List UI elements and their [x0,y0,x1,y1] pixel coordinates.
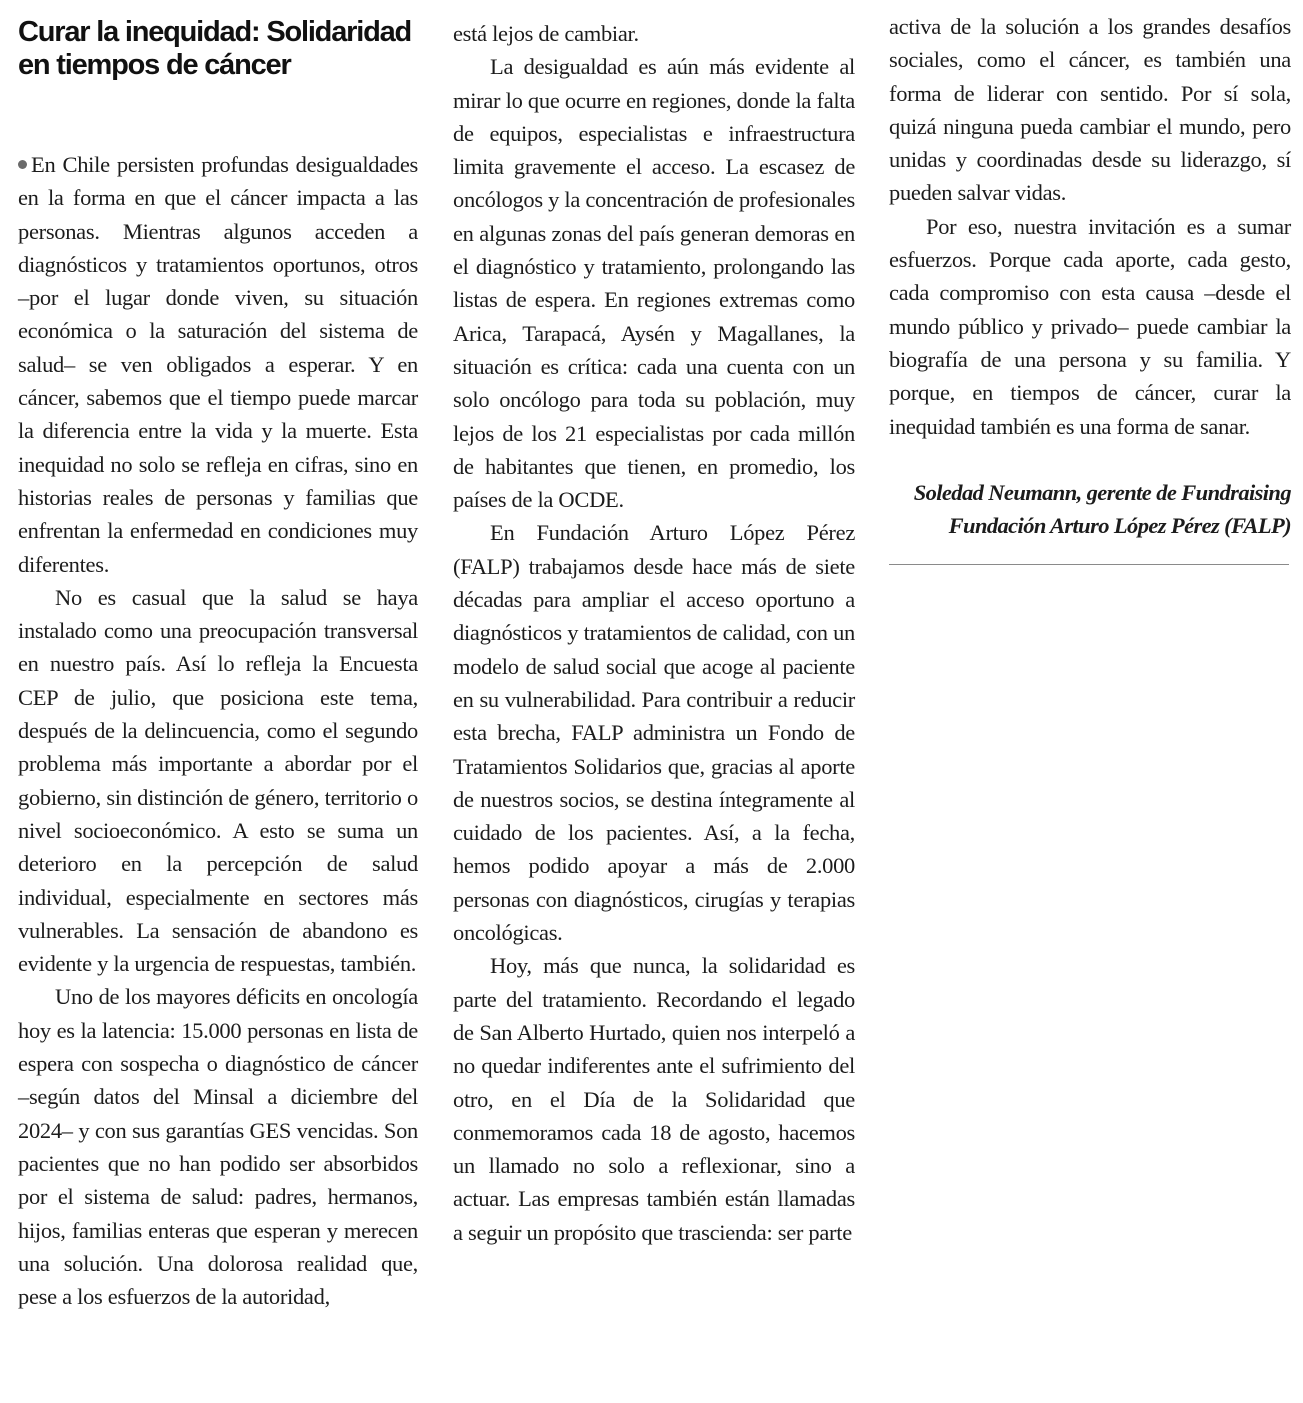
paragraph-1-text: En Chile persisten profundas desigualdades en la forma en que el cáncer impacta a las personas. Mientras algunos acceden a diagnósticos y tratamientos oportunos, otros –por el lugar donde viven, su situación económica o la saturación del sistema de salud– se ven obligados a esperar. Y en cáncer, sabemos que el tiempo puede marcar la diferencia entre la vida y la muerte. Esta inequidad no solo se refleja en cifras, sino en historias reales de personas y familias que enfrentan la enfermedad en condiciones muy diferentes. [18,152,418,577]
column-divider-rule [889,564,1289,565]
paragraph-7: Por eso, nuestra invitación es a sumar esfuerzos. Porque cada aporte, cada gesto, cada compromiso con esta causa –desde el mundo público y privado– puede cambiar la biografía de una persona y su familia. Y porque, en tiempos de cáncer, curar la inequidad también es una forma de sanar. [889,213,1291,439]
paragraph-6: Hoy, más que nunca, la solidaridad es parte del tratamiento. Recordando el legado de San Alberto Hurtado, quien nos interpeló a no quedar indiferentes ante el sufrimiento del otro, en el Día de la Solidaridad que conmemoramos cada 18 de agosto, hacemos un llamado no solo a reflexionar, sino a actuar. Las empresas también están llamadas a seguir un propósito que trascienda: ser parte [453,953,855,1245]
paragraph-4: La desigualdad es aún más evidente al mirar lo que ocurre en regiones, donde la falta de equipos, especialistas e infraestructura limita gravemente el acceso. La escasez de oncólogos y la concentración de profesionales en algunas zonas del país generan demoras en el diagnóstico y tratamiento, prolongando las listas de espera. En regiones extremas como Arica, Tarapacá, Aysén y Magallanes, la situación es crítica: cada una cuenta con un solo oncólogo para toda su población, muy lejos de los 21 especialistas por cada millón de habitantes que tienen, en promedio, los países de la OCDE. [453,54,855,513]
column-2 [453,17,855,1249]
column-1 [18,16,418,1313]
bullet-icon [18,160,27,169]
paragraph-6-continued: activa de la solución a los grandes desafíos sociales, como el cáncer, es también una forma de liderar con sentido. Por sí sola, quizá ninguna pueda cambiar el mundo, pero unidas y coordinadas desde su liderazgo, sí pueden salvar vidas. [889,14,1291,206]
paragraph-3-continued: está lejos de cambiar. [453,21,639,46]
paragraph-1 [18,148,418,581]
paragraph-5: En Fundación Arturo López Pérez (FALP) trabajamos desde hace más de siete décadas para ampliar el acceso oportuno a diagnósticos y tratamientos de calidad, con un modelo de salud social que acoge al paciente en su vulnerabilidad. Para contribuir a reducir esta brecha, FALP administra un Fondo de Tratamientos Solidarios que, gracias al aporte de nuestros socios, se destina íntegramente al cuidado de los pacientes. Así, a la fecha, hemos podido apoyar a más de 2.000 personas con diagnósticos, cirugías y terapias oncológicas. [453,520,855,946]
column-1-body [18,148,418,1313]
column-3 [889,10,1291,565]
paragraph-2: No es casual que la salud se haya instalado como una preocupación transversal en nuestro país. Así lo refleja la Encuesta CEP de julio, que posiciona este tema, después de la delincuencia, como el segundo problema más importante a abordar por el gobierno, sin distinción de género, territorio o nivel socioeconómico. A esto se suma un deterioro en la percepción de salud individual, especialmente en sectores más vulnerables. La sensación de abandono es evidente y la urgencia de respuestas, también. [18,584,418,977]
author-signature: Soledad Neumann, gerente de Fundraising Fundación Arturo López Pérez (FALP) [913,479,1291,539]
article-headline: Curar la inequidad: Solidaridad en tiempos de cáncer [18,16,412,81]
paragraph-3: Uno de los mayores déficits en oncología hoy es la latencia: 15.000 personas en lista de espera con sospecha o diagnóstico de cáncer –según datos del Minsal a diciembre del 2024– y con sus garantías GES vencidas. Son pacientes que no han podido ser absorbidos por el sistema de salud: padres, hermanos, hijos, familias enteras que esperan y merecen una solución. Una dolorosa realidad que, pese a los esfuerzos de la autoridad, [18,984,418,1310]
